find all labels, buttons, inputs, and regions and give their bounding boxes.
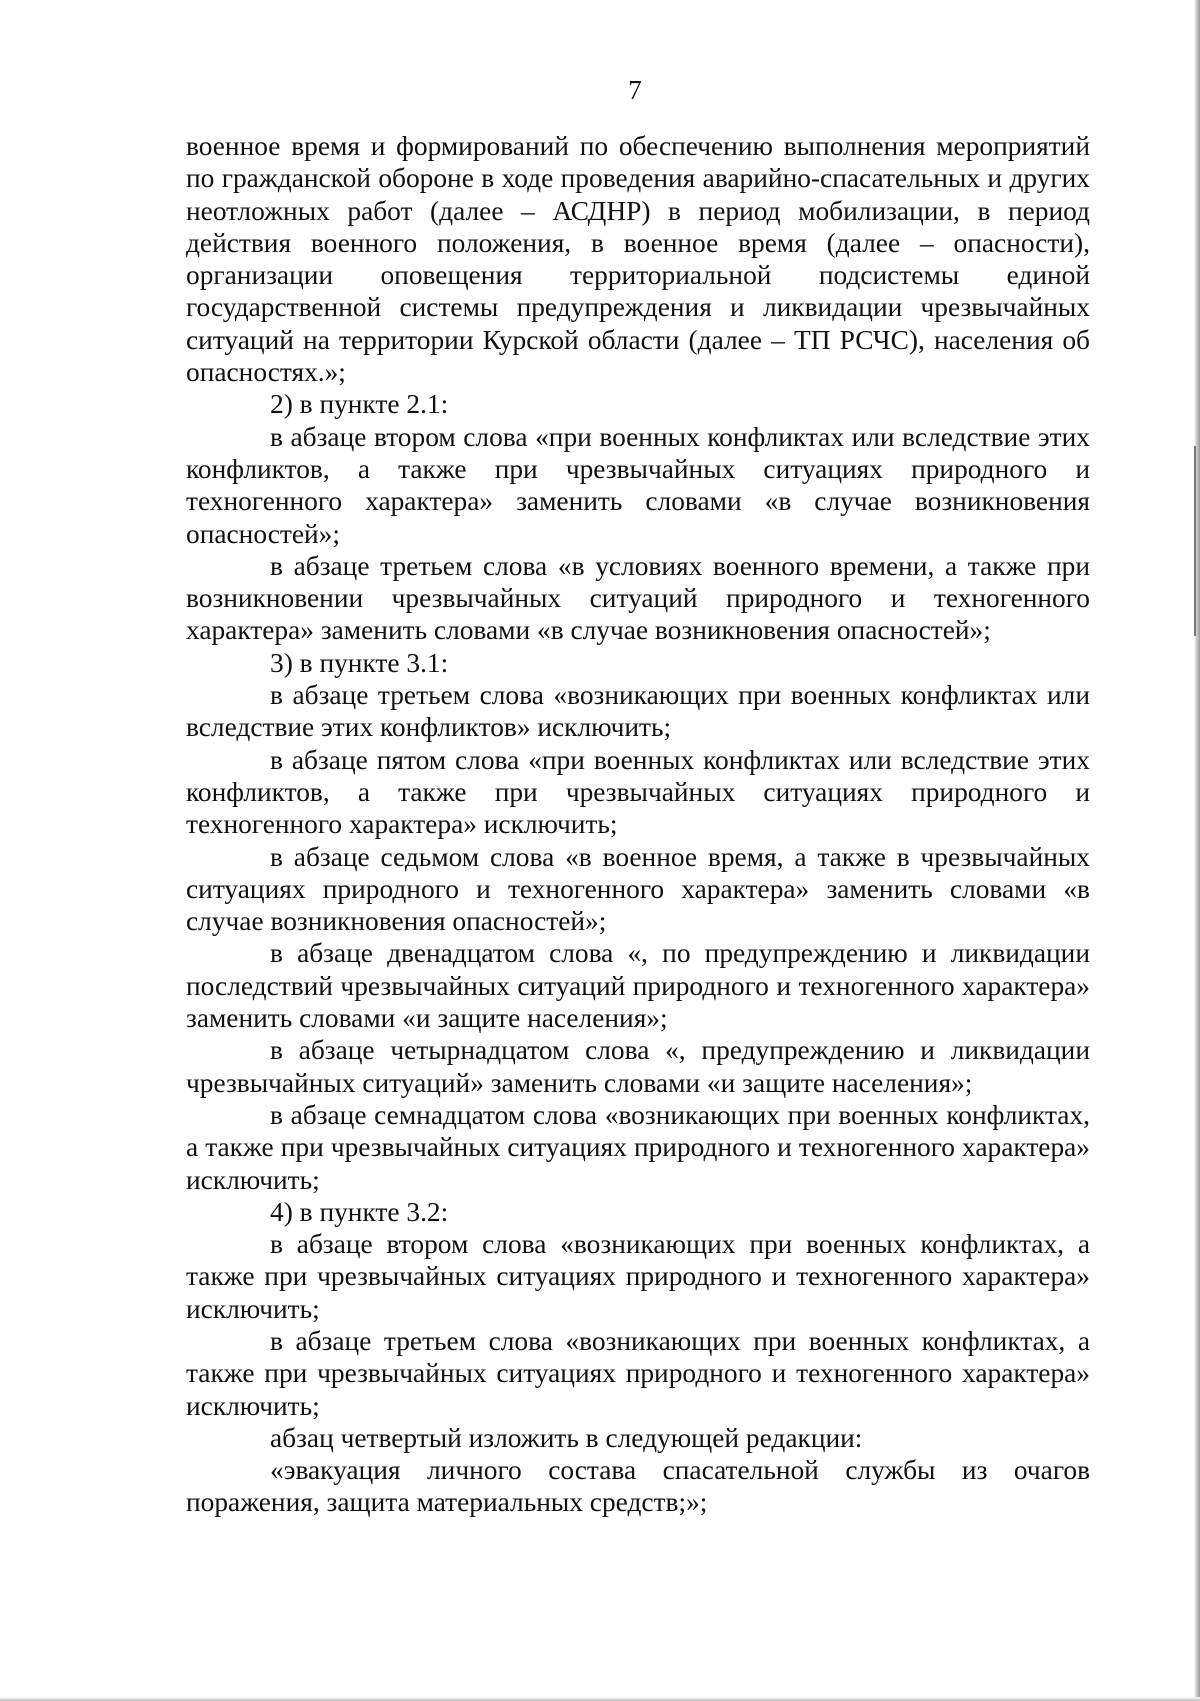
paragraph: в абзаце двенадцатом слова «, по предупреждению и ликвидации последствий чрезвычайных ситуаций природного и техногенного характера» заменить словами «и защите населения»; bbox=[186, 938, 1090, 1034]
scan-mark bbox=[1194, 446, 1196, 636]
paragraph: в абзаце седьмом слова «в военное время, а также в чрезвычайных ситуациях природного и техногенного характера» заменить словами «в случае возникновения опасностей»; bbox=[186, 841, 1090, 937]
paragraph: в абзаце третьем слова «в условиях военного времени, а также при возникновении чрезвычайных ситуаций природного и техногенного характера» заменить словами «в случае возникновения опасностей»; bbox=[186, 550, 1090, 646]
page-number: 7 bbox=[628, 75, 642, 105]
scan-edge-bottom bbox=[0, 1697, 1200, 1701]
paragraph: в абзаце втором слова «возникающих при военных конфликтах, а также при чрезвычайных ситуациях природного и техногенного характера» исключить; bbox=[186, 1229, 1090, 1324]
paragraph-continuation: военное время и формирований по обеспечению выполнения мероприятий по гражданской обороне в ходе проведения аварийно-спасательных и других неотложных работ (далее – АСДНР) в период мобилизации, в период действия военного положения, в военное время (далее – опасности), организации оповещения территориальной подсистемы единой государственной системы предупреждения и ликвидации чрезвычайных ситуаций на территории Курской области (далее – ТП РСЧС), населения об опасностях.»; bbox=[186, 131, 1090, 388]
paragraph-quote: «эвакуация личного состава спасательной службы из очагов поражения, защита материальных средств;»; bbox=[186, 1455, 1090, 1518]
paragraph-item-4: 4) в пункте 3.2: bbox=[270, 1196, 449, 1227]
paragraph: в абзаце четырнадцатом слова «, предупреждению и ликвидации чрезвычайных ситуаций» заменить словами «и защите населения»; bbox=[186, 1035, 1090, 1098]
paragraph: в абзаце третьем слова «возникающих при военных конфликтах или вследствие этих конфликтов» исключить; bbox=[186, 680, 1090, 743]
paragraph-item-2: 2) в пункте 2.1: bbox=[270, 389, 449, 420]
paragraph: в абзаце третьем слова «возникающих при военных конфликтах, а также при чрезвычайных ситуациях природного и техногенного характера» исключить; bbox=[186, 1325, 1090, 1421]
paragraph: в абзаце семнадцатом слова «возникающих при военных конфликтах, а также при чрезвычайных ситуациях природного и техногенного характера» исключить; bbox=[186, 1099, 1090, 1195]
paragraph: в абзаце втором слова «при военных конфликтах или вследствие этих конфликтов, а также при чрезвычайных ситуациях природного и техногенного характера» заменить словами «в случае возникновения опасностей»; bbox=[186, 421, 1090, 549]
paragraph: в абзаце пятом слова «при военных конфликтах или вследствие этих конфликтов, а также при чрезвычайных ситуациях природного и техногенного характера» исключить; bbox=[186, 744, 1090, 840]
paragraph-item-3: 3) в пункте 3.1: bbox=[270, 647, 449, 678]
document-body bbox=[186, 130, 1090, 1519]
scan-edge-right bbox=[1194, 0, 1200, 1701]
paragraph: абзац четвертый изложить в следующей редакции: bbox=[270, 1422, 863, 1453]
